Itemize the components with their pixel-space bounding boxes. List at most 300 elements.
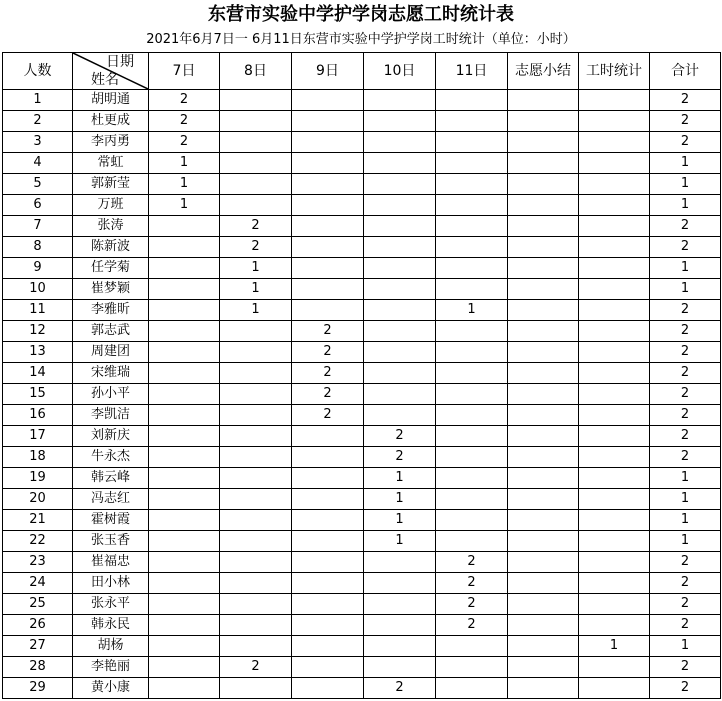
cell-total[interactable]: 2 <box>650 300 721 321</box>
cell-total[interactable]: 1 <box>650 636 721 657</box>
cell-hours[interactable] <box>579 405 650 426</box>
cell-index[interactable]: 18 <box>3 447 73 468</box>
cell-index[interactable]: 21 <box>3 510 73 531</box>
cell-hours[interactable] <box>579 489 650 510</box>
cell-summary[interactable] <box>508 468 579 489</box>
cell-day-7[interactable] <box>149 636 220 657</box>
cell-day-8[interactable]: 2 <box>220 216 292 237</box>
cell-summary[interactable] <box>508 489 579 510</box>
cell-hours[interactable] <box>579 237 650 258</box>
cell-index[interactable]: 12 <box>3 321 73 342</box>
cell-summary[interactable] <box>508 300 579 321</box>
cell-day-11[interactable]: 1 <box>436 300 508 321</box>
cell-index[interactable]: 29 <box>3 678 73 699</box>
cell-day-11[interactable] <box>436 510 508 531</box>
cell-day-9[interactable] <box>292 657 364 678</box>
cell-name[interactable]: 孙小平 <box>73 384 149 405</box>
cell-day-10[interactable] <box>364 90 436 111</box>
cell-index[interactable]: 3 <box>3 132 73 153</box>
cell-day-10[interactable]: 1 <box>364 468 436 489</box>
cell-index[interactable]: 1 <box>3 90 73 111</box>
cell-summary[interactable] <box>508 594 579 615</box>
cell-day-8[interactable] <box>220 573 292 594</box>
cell-day-11[interactable] <box>436 447 508 468</box>
cell-name[interactable]: 周建团 <box>73 342 149 363</box>
cell-day-11[interactable] <box>436 90 508 111</box>
cell-day-7[interactable] <box>149 426 220 447</box>
cell-day-9[interactable] <box>292 489 364 510</box>
cell-day-10[interactable] <box>364 258 436 279</box>
cell-day-7[interactable]: 2 <box>149 132 220 153</box>
cell-day-7[interactable] <box>149 237 220 258</box>
cell-hours[interactable] <box>579 678 650 699</box>
cell-name[interactable]: 霍树霞 <box>73 510 149 531</box>
cell-day-9[interactable] <box>292 468 364 489</box>
cell-summary[interactable] <box>508 279 579 300</box>
cell-index[interactable]: 25 <box>3 594 73 615</box>
cell-summary[interactable] <box>508 258 579 279</box>
cell-summary[interactable] <box>508 153 579 174</box>
cell-day-9[interactable] <box>292 195 364 216</box>
cell-hours[interactable] <box>579 594 650 615</box>
cell-total[interactable]: 2 <box>650 321 721 342</box>
cell-name[interactable]: 张永平 <box>73 594 149 615</box>
cell-hours[interactable] <box>579 573 650 594</box>
cell-day-7[interactable] <box>149 615 220 636</box>
cell-index[interactable]: 15 <box>3 384 73 405</box>
cell-day-11[interactable] <box>436 426 508 447</box>
cell-total[interactable]: 2 <box>650 678 721 699</box>
cell-day-8[interactable] <box>220 426 292 447</box>
cell-hours[interactable] <box>579 300 650 321</box>
cell-day-10[interactable] <box>364 552 436 573</box>
cell-day-10[interactable] <box>364 174 436 195</box>
cell-total[interactable]: 2 <box>650 216 721 237</box>
cell-total[interactable]: 1 <box>650 195 721 216</box>
cell-day-11[interactable] <box>436 111 508 132</box>
cell-total[interactable]: 1 <box>650 510 721 531</box>
cell-total[interactable]: 1 <box>650 531 721 552</box>
cell-hours[interactable] <box>579 195 650 216</box>
cell-name[interactable]: 冯志红 <box>73 489 149 510</box>
cell-day-9[interactable] <box>292 573 364 594</box>
cell-day-8[interactable] <box>220 615 292 636</box>
header-index[interactable]: 人数 <box>3 53 73 90</box>
cell-index[interactable]: 24 <box>3 573 73 594</box>
cell-summary[interactable] <box>508 447 579 468</box>
cell-day-11[interactable] <box>436 153 508 174</box>
cell-day-11[interactable]: 2 <box>436 615 508 636</box>
cell-total[interactable]: 2 <box>650 132 721 153</box>
cell-day-9[interactable] <box>292 531 364 552</box>
cell-total[interactable]: 2 <box>650 447 721 468</box>
cell-index[interactable]: 6 <box>3 195 73 216</box>
cell-total[interactable]: 2 <box>650 405 721 426</box>
cell-hours[interactable] <box>579 384 650 405</box>
cell-total[interactable]: 2 <box>650 426 721 447</box>
cell-hours[interactable] <box>579 363 650 384</box>
cell-name[interactable]: 李凯洁 <box>73 405 149 426</box>
cell-total[interactable]: 1 <box>650 174 721 195</box>
cell-day-9[interactable] <box>292 132 364 153</box>
cell-day-8[interactable] <box>220 111 292 132</box>
cell-index[interactable]: 19 <box>3 468 73 489</box>
cell-day-10[interactable] <box>364 342 436 363</box>
cell-summary[interactable] <box>508 636 579 657</box>
cell-day-7[interactable] <box>149 363 220 384</box>
cell-hours[interactable] <box>579 615 650 636</box>
cell-summary[interactable] <box>508 132 579 153</box>
cell-day-9[interactable] <box>292 594 364 615</box>
cell-day-7[interactable] <box>149 531 220 552</box>
cell-index[interactable]: 13 <box>3 342 73 363</box>
cell-day-10[interactable] <box>364 321 436 342</box>
cell-summary[interactable] <box>508 342 579 363</box>
cell-total[interactable]: 2 <box>650 657 721 678</box>
cell-name[interactable]: 韩云峰 <box>73 468 149 489</box>
cell-day-9[interactable]: 2 <box>292 405 364 426</box>
cell-day-8[interactable] <box>220 363 292 384</box>
cell-day-9[interactable]: 2 <box>292 384 364 405</box>
cell-name[interactable]: 韩永民 <box>73 615 149 636</box>
cell-name[interactable]: 胡明通 <box>73 90 149 111</box>
cell-name[interactable]: 郭志武 <box>73 321 149 342</box>
cell-day-9[interactable]: 2 <box>292 342 364 363</box>
cell-index[interactable]: 22 <box>3 531 73 552</box>
cell-day-10[interactable]: 1 <box>364 489 436 510</box>
cell-day-8[interactable] <box>220 510 292 531</box>
cell-name[interactable]: 崔福忠 <box>73 552 149 573</box>
cell-day-9[interactable] <box>292 279 364 300</box>
cell-day-9[interactable] <box>292 111 364 132</box>
cell-day-7[interactable] <box>149 321 220 342</box>
cell-summary[interactable] <box>508 384 579 405</box>
cell-day-9[interactable] <box>292 615 364 636</box>
cell-summary[interactable] <box>508 426 579 447</box>
cell-day-11[interactable] <box>436 216 508 237</box>
cell-day-10[interactable] <box>364 594 436 615</box>
cell-summary[interactable] <box>508 552 579 573</box>
cell-index[interactable]: 9 <box>3 258 73 279</box>
cell-total[interactable]: 2 <box>650 615 721 636</box>
cell-name[interactable]: 常虹 <box>73 153 149 174</box>
cell-total[interactable]: 1 <box>650 489 721 510</box>
cell-day-9[interactable] <box>292 552 364 573</box>
cell-day-9[interactable] <box>292 510 364 531</box>
cell-day-11[interactable]: 2 <box>436 594 508 615</box>
cell-day-8[interactable] <box>220 174 292 195</box>
cell-day-11[interactable] <box>436 405 508 426</box>
cell-day-8[interactable] <box>220 636 292 657</box>
cell-name[interactable]: 张涛 <box>73 216 149 237</box>
cell-total[interactable]: 2 <box>650 111 721 132</box>
cell-day-7[interactable] <box>149 405 220 426</box>
cell-day-8[interactable] <box>220 90 292 111</box>
cell-day-8[interactable] <box>220 489 292 510</box>
cell-total[interactable]: 2 <box>650 552 721 573</box>
cell-day-8[interactable] <box>220 678 292 699</box>
cell-day-9[interactable] <box>292 636 364 657</box>
cell-day-8[interactable] <box>220 384 292 405</box>
cell-day-8[interactable] <box>220 195 292 216</box>
cell-hours[interactable] <box>579 510 650 531</box>
cell-day-8[interactable] <box>220 153 292 174</box>
cell-day-10[interactable] <box>364 363 436 384</box>
cell-day-11[interactable] <box>436 342 508 363</box>
cell-summary[interactable] <box>508 615 579 636</box>
cell-summary[interactable] <box>508 363 579 384</box>
cell-day-10[interactable] <box>364 657 436 678</box>
cell-hours[interactable] <box>579 531 650 552</box>
cell-hours[interactable] <box>579 174 650 195</box>
cell-index[interactable]: 4 <box>3 153 73 174</box>
cell-day-11[interactable] <box>436 132 508 153</box>
cell-day-7[interactable] <box>149 384 220 405</box>
cell-day-10[interactable]: 2 <box>364 678 436 699</box>
cell-day-9[interactable]: 2 <box>292 321 364 342</box>
cell-summary[interactable] <box>508 174 579 195</box>
cell-total[interactable]: 2 <box>650 573 721 594</box>
cell-day-9[interactable] <box>292 258 364 279</box>
cell-index[interactable]: 10 <box>3 279 73 300</box>
cell-summary[interactable] <box>508 195 579 216</box>
cell-index[interactable]: 7 <box>3 216 73 237</box>
cell-day-7[interactable] <box>149 468 220 489</box>
cell-day-10[interactable]: 1 <box>364 510 436 531</box>
cell-day-10[interactable] <box>364 405 436 426</box>
cell-summary[interactable] <box>508 111 579 132</box>
cell-name[interactable]: 崔梦颖 <box>73 279 149 300</box>
cell-day-7[interactable]: 2 <box>149 111 220 132</box>
cell-name[interactable]: 杜更成 <box>73 111 149 132</box>
cell-total[interactable]: 2 <box>650 342 721 363</box>
cell-hours[interactable] <box>579 90 650 111</box>
cell-day-10[interactable] <box>364 195 436 216</box>
cell-total[interactable]: 2 <box>650 237 721 258</box>
cell-day-11[interactable]: 2 <box>436 573 508 594</box>
cell-name[interactable]: 宋维瑞 <box>73 363 149 384</box>
header-hours[interactable]: 工时统计 <box>579 53 650 90</box>
cell-day-11[interactable] <box>436 531 508 552</box>
cell-day-10[interactable] <box>364 111 436 132</box>
cell-name[interactable]: 胡杨 <box>73 636 149 657</box>
cell-day-9[interactable] <box>292 216 364 237</box>
cell-day-7[interactable] <box>149 594 220 615</box>
cell-day-9[interactable] <box>292 174 364 195</box>
cell-day-11[interactable] <box>436 279 508 300</box>
cell-day-8[interactable] <box>220 132 292 153</box>
cell-summary[interactable] <box>508 90 579 111</box>
cell-total[interactable]: 1 <box>650 279 721 300</box>
cell-day-7[interactable] <box>149 510 220 531</box>
cell-summary[interactable] <box>508 321 579 342</box>
cell-name[interactable]: 李雅昕 <box>73 300 149 321</box>
cell-hours[interactable] <box>579 342 650 363</box>
header-day-11[interactable]: 11日 <box>436 53 508 90</box>
cell-day-8[interactable]: 1 <box>220 279 292 300</box>
cell-day-8[interactable] <box>220 531 292 552</box>
cell-total[interactable]: 1 <box>650 258 721 279</box>
cell-hours[interactable] <box>579 552 650 573</box>
cell-hours[interactable] <box>579 657 650 678</box>
cell-day-9[interactable] <box>292 678 364 699</box>
cell-hours[interactable] <box>579 111 650 132</box>
cell-day-11[interactable]: 2 <box>436 552 508 573</box>
cell-day-10[interactable] <box>364 573 436 594</box>
cell-day-10[interactable]: 2 <box>364 447 436 468</box>
cell-day-9[interactable] <box>292 237 364 258</box>
cell-name[interactable]: 郭新莹 <box>73 174 149 195</box>
cell-name[interactable]: 任学菊 <box>73 258 149 279</box>
cell-hours[interactable] <box>579 132 650 153</box>
cell-day-7[interactable] <box>149 489 220 510</box>
cell-day-7[interactable] <box>149 657 220 678</box>
cell-day-10[interactable] <box>364 279 436 300</box>
cell-day-8[interactable] <box>220 321 292 342</box>
header-summary[interactable]: 志愿小结 <box>508 53 579 90</box>
cell-summary[interactable] <box>508 510 579 531</box>
cell-day-11[interactable] <box>436 258 508 279</box>
cell-day-11[interactable] <box>436 489 508 510</box>
cell-day-8[interactable] <box>220 447 292 468</box>
cell-name[interactable]: 万班 <box>73 195 149 216</box>
cell-hours[interactable] <box>579 321 650 342</box>
cell-day-7[interactable] <box>149 300 220 321</box>
cell-name[interactable]: 黄小康 <box>73 678 149 699</box>
cell-day-11[interactable] <box>436 195 508 216</box>
cell-day-11[interactable] <box>436 237 508 258</box>
cell-day-11[interactable] <box>436 636 508 657</box>
header-day-9[interactable]: 9日 <box>292 53 364 90</box>
cell-day-7[interactable] <box>149 279 220 300</box>
cell-index[interactable]: 8 <box>3 237 73 258</box>
cell-index[interactable]: 5 <box>3 174 73 195</box>
cell-day-9[interactable] <box>292 153 364 174</box>
cell-summary[interactable] <box>508 678 579 699</box>
cell-day-8[interactable] <box>220 552 292 573</box>
cell-name[interactable]: 李丙勇 <box>73 132 149 153</box>
cell-day-8[interactable] <box>220 405 292 426</box>
cell-day-10[interactable] <box>364 237 436 258</box>
cell-total[interactable]: 2 <box>650 90 721 111</box>
cell-day-9[interactable] <box>292 300 364 321</box>
cell-day-11[interactable] <box>436 174 508 195</box>
cell-day-8[interactable]: 1 <box>220 258 292 279</box>
cell-summary[interactable] <box>508 573 579 594</box>
cell-name[interactable]: 陈新波 <box>73 237 149 258</box>
cell-hours[interactable]: 1 <box>579 636 650 657</box>
cell-hours[interactable] <box>579 447 650 468</box>
cell-day-8[interactable]: 1 <box>220 300 292 321</box>
cell-day-9[interactable] <box>292 447 364 468</box>
cell-index[interactable]: 26 <box>3 615 73 636</box>
cell-day-7[interactable] <box>149 447 220 468</box>
header-date-name[interactable] <box>73 53 149 90</box>
header-total[interactable]: 合计 <box>650 53 721 90</box>
cell-summary[interactable] <box>508 531 579 552</box>
cell-index[interactable]: 14 <box>3 363 73 384</box>
cell-name[interactable]: 刘新庆 <box>73 426 149 447</box>
header-day-7[interactable]: 7日 <box>149 53 220 90</box>
cell-day-10[interactable]: 1 <box>364 531 436 552</box>
cell-day-10[interactable] <box>364 153 436 174</box>
cell-day-9[interactable]: 2 <box>292 363 364 384</box>
cell-day-7[interactable]: 1 <box>149 174 220 195</box>
cell-day-10[interactable]: 2 <box>364 426 436 447</box>
cell-day-11[interactable] <box>436 468 508 489</box>
cell-summary[interactable] <box>508 405 579 426</box>
cell-day-11[interactable] <box>436 678 508 699</box>
cell-index[interactable]: 11 <box>3 300 73 321</box>
cell-summary[interactable] <box>508 216 579 237</box>
cell-index[interactable]: 2 <box>3 111 73 132</box>
cell-day-8[interactable]: 2 <box>220 657 292 678</box>
cell-day-7[interactable] <box>149 216 220 237</box>
cell-day-10[interactable] <box>364 615 436 636</box>
cell-day-11[interactable] <box>436 384 508 405</box>
cell-index[interactable]: 16 <box>3 405 73 426</box>
cell-name[interactable]: 牛永杰 <box>73 447 149 468</box>
cell-name[interactable]: 李艳丽 <box>73 657 149 678</box>
cell-name[interactable]: 田小林 <box>73 573 149 594</box>
cell-index[interactable]: 27 <box>3 636 73 657</box>
cell-day-8[interactable]: 2 <box>220 237 292 258</box>
cell-summary[interactable] <box>508 237 579 258</box>
cell-day-9[interactable] <box>292 90 364 111</box>
cell-hours[interactable] <box>579 279 650 300</box>
cell-total[interactable]: 2 <box>650 594 721 615</box>
cell-index[interactable]: 17 <box>3 426 73 447</box>
cell-total[interactable]: 1 <box>650 468 721 489</box>
cell-index[interactable]: 28 <box>3 657 73 678</box>
cell-day-8[interactable] <box>220 594 292 615</box>
cell-day-11[interactable] <box>436 363 508 384</box>
cell-day-8[interactable] <box>220 468 292 489</box>
cell-day-10[interactable] <box>364 216 436 237</box>
cell-day-10[interactable] <box>364 132 436 153</box>
cell-index[interactable]: 23 <box>3 552 73 573</box>
cell-day-7[interactable]: 2 <box>149 90 220 111</box>
cell-total[interactable]: 2 <box>650 384 721 405</box>
cell-total[interactable]: 2 <box>650 363 721 384</box>
cell-day-11[interactable] <box>436 657 508 678</box>
cell-day-10[interactable] <box>364 300 436 321</box>
cell-day-10[interactable] <box>364 384 436 405</box>
cell-index[interactable]: 20 <box>3 489 73 510</box>
cell-hours[interactable] <box>579 258 650 279</box>
cell-summary[interactable] <box>508 657 579 678</box>
cell-day-7[interactable]: 1 <box>149 153 220 174</box>
cell-hours[interactable] <box>579 153 650 174</box>
header-day-10[interactable]: 10日 <box>364 53 436 90</box>
cell-day-7[interactable] <box>149 342 220 363</box>
header-day-8[interactable]: 8日 <box>220 53 292 90</box>
cell-hours[interactable] <box>579 426 650 447</box>
cell-total[interactable]: 1 <box>650 153 721 174</box>
cell-hours[interactable] <box>579 468 650 489</box>
cell-day-8[interactable] <box>220 342 292 363</box>
cell-day-10[interactable] <box>364 636 436 657</box>
cell-day-7[interactable] <box>149 552 220 573</box>
cell-day-7[interactable] <box>149 678 220 699</box>
cell-day-7[interactable] <box>149 573 220 594</box>
cell-day-9[interactable] <box>292 426 364 447</box>
cell-day-7[interactable] <box>149 258 220 279</box>
cell-hours[interactable] <box>579 216 650 237</box>
cell-name[interactable]: 张玉香 <box>73 531 149 552</box>
cell-day-11[interactable] <box>436 321 508 342</box>
cell-day-7[interactable]: 1 <box>149 195 220 216</box>
